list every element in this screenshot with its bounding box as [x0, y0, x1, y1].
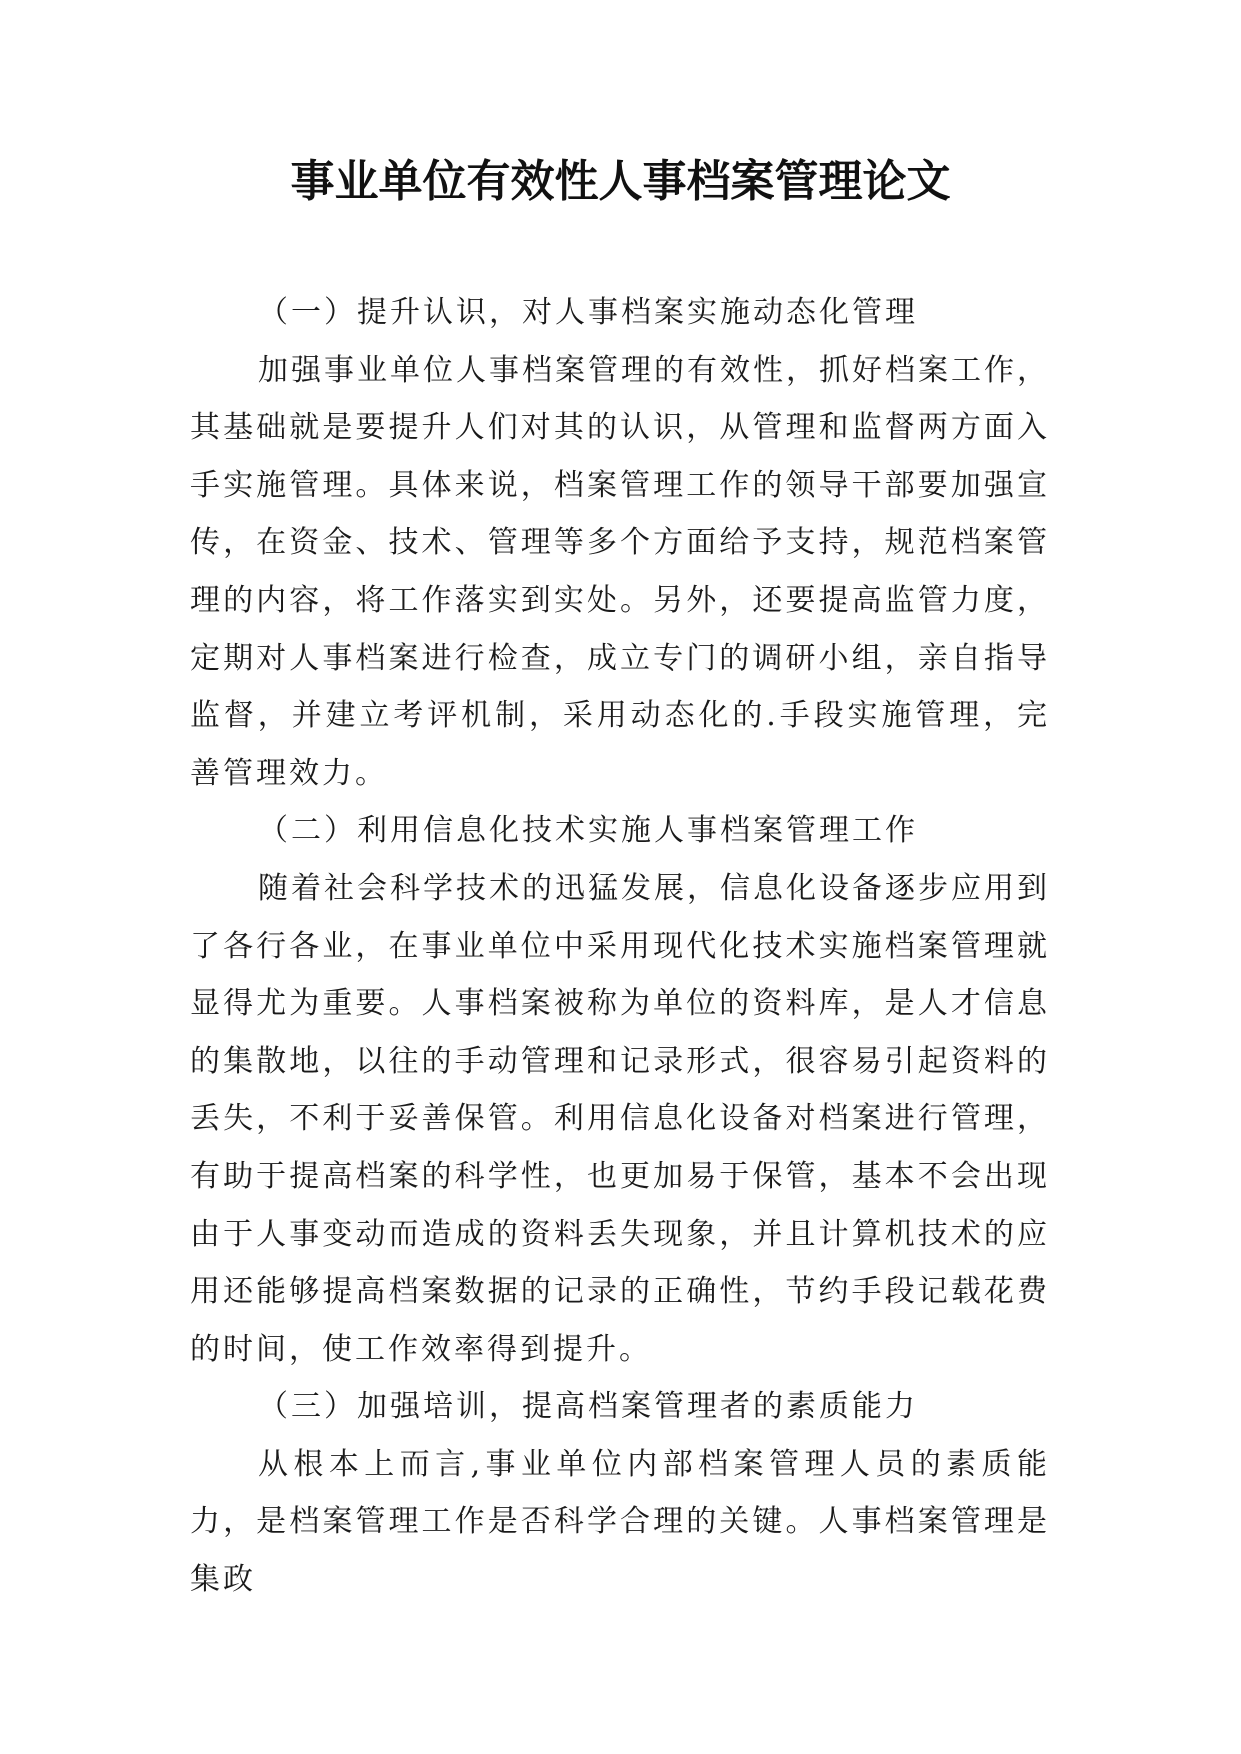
paragraph-3: 从根本上而言,事业单位内部档案管理人员的素质能力，是档案管理工作是否科学合理的关键。人事档案管理是集政: [190, 1446, 1050, 1598]
paragraph-2: 随着社会科学技术的迅猛发展，信息化设备逐步应用到了各行各业，在事业单位中采用现代化技术实施档案管理就显得尤为重要。人事档案被称为单位的资料库，是人才信息的集散地，以往的手动管理和记录形式，很容易引起资料的丢失，不利于妥善保管。利用信息化设备对档案进行管理，有助于提高档案的科学性，也更加易于保管，基本不会出现由于人事变动而造成的资料丢失现象，并且计算机技术的应用还能够提高档案数据的记录的正确性，节约手段记载花费的时间，使工作效率得到提升。: [190, 870, 1050, 1367]
document-title: 事业单位有效性人事档案管理论文: [290, 156, 951, 207]
section-heading-1: （一）提升认识，对人事档案实施动态化管理: [258, 295, 918, 330]
document-body: [190, 284, 1050, 1609]
paragraph-1: 加强事业单位人事档案管理的有效性，抓好档案工作，其基础就是要提升人们对其的认识，从管理和监督两方面入手实施管理。具体来说，档案管理工作的领导干部要加强宣传，在资金、技术、管理等多个方面给予支持，规范档案管理的内容，将工作落实到实处。另外，还要提高监管力度，定期对人事档案进行检查，成立专门的调研小组，亲自指导监督，并建立考评机制，采用动态化的.手段实施管理，完善管理效力。: [190, 352, 1050, 791]
section-heading-3: （三）加强培训，提高档案管理者的素质能力: [258, 1389, 918, 1425]
section-heading-2: （二）利用信息化技术实施人事档案管理工作: [258, 813, 918, 849]
